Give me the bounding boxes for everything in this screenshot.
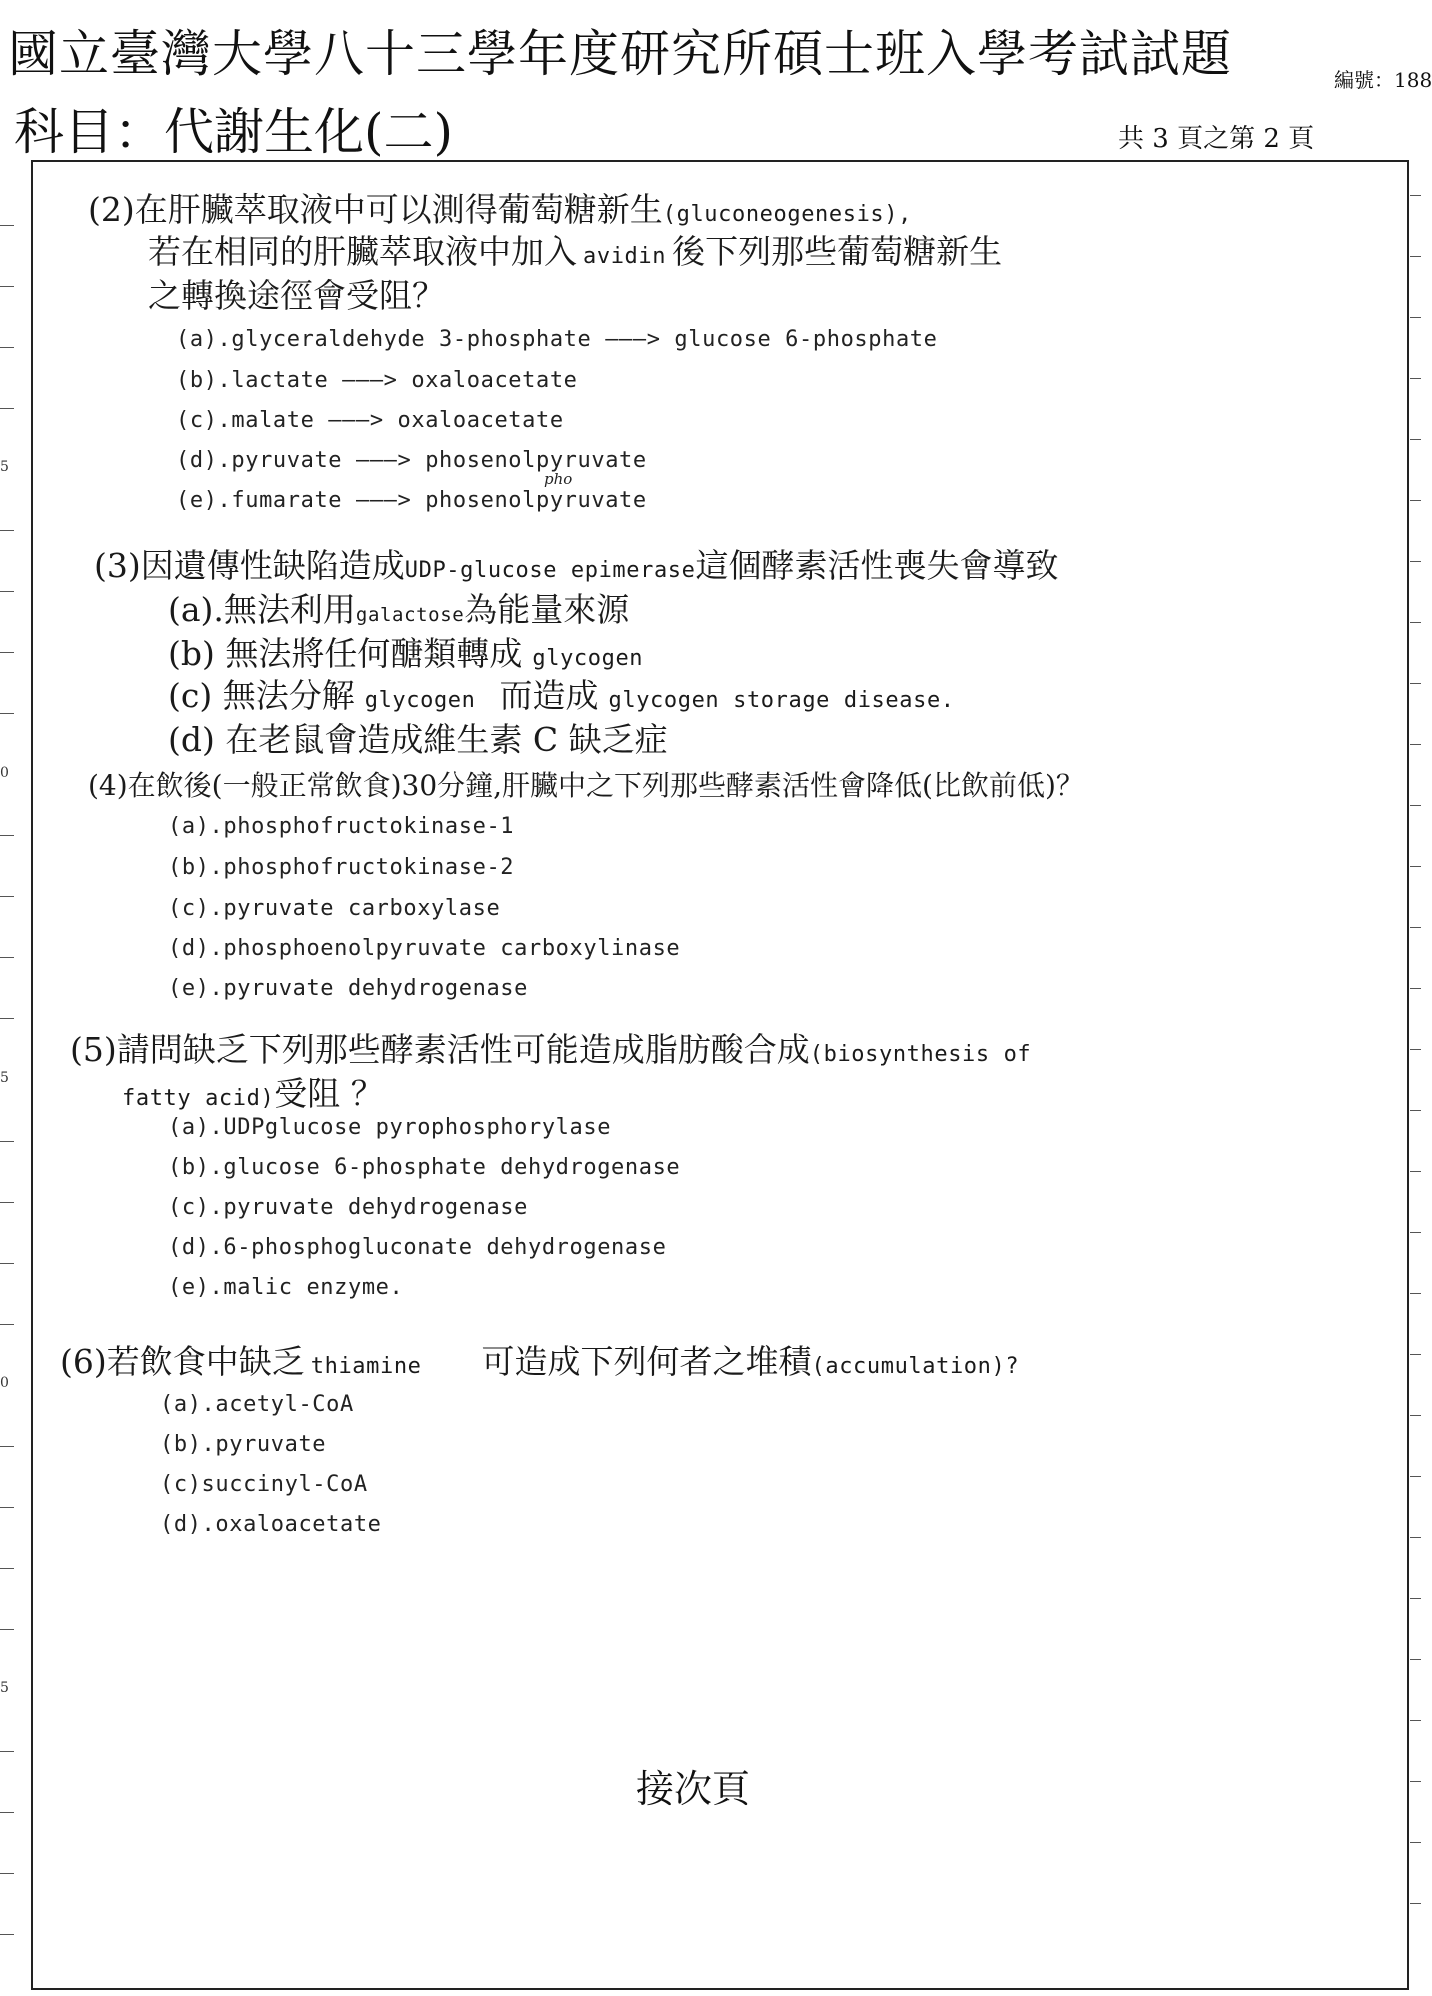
margin-tick (0, 408, 14, 409)
margin-tick (0, 1018, 14, 1019)
question-6-term: (accumulation)? (811, 1354, 1020, 1379)
margin-tick (1410, 317, 1421, 318)
margin-tick (1410, 1354, 1421, 1355)
question-3-option-b (168, 628, 643, 675)
margin-tick (1410, 195, 1421, 196)
question-5-term: fatty acid) (122, 1086, 275, 1111)
question-3-stem-suffix: 這個酵素活性喪失會導致 (695, 546, 1059, 585)
margin-tick (1410, 927, 1421, 928)
margin-tick (0, 957, 14, 958)
margin-tick (1410, 1537, 1421, 1538)
question-4-option-b: (b).phosphofructokinase-2 (168, 855, 515, 880)
margin-tick-number: 5 (0, 459, 9, 475)
option-term: glycogen (364, 688, 476, 713)
question-5-option-c: (c).pyruvate dehydrogenase (168, 1195, 528, 1220)
margin-tick (1410, 500, 1421, 501)
question-3-option-a (168, 584, 629, 631)
margin-tick (0, 347, 14, 348)
question-6-stem-prefix: (6)若飲食中缺乏 (60, 1342, 305, 1381)
question-3-stem (94, 540, 1059, 587)
margin-tick-number: 0 (0, 1375, 9, 1391)
option-term: galactose (355, 604, 465, 626)
option-text: 為能量來源 (464, 590, 630, 629)
margin-tick (0, 1507, 14, 1508)
question-5-stem: (5)請問缺乏下列那些酵素活性可能造成脂肪酸合成 (70, 1030, 810, 1069)
margin-tick (1410, 439, 1421, 440)
question-4-option-a: (a).phosphofructokinase-1 (168, 814, 515, 839)
exam-title: 國立臺灣大學八十三學年度研究所碩士班入學考試試題 (8, 25, 1232, 83)
question-5-option-d: (d).6-phosphogluconate dehydrogenase (168, 1235, 667, 1260)
question-6-stem (60, 1336, 1019, 1383)
subject-title: 科目：代謝生化(二) (14, 103, 454, 161)
margin-tick (0, 286, 14, 287)
margin-tick (0, 652, 14, 653)
question-3-option-c (168, 670, 955, 717)
question-3-option-d: (d) 在老鼠會造成維生素 C 缺乏症 (168, 720, 668, 759)
margin-tick (1410, 866, 1421, 867)
question-6-option-b: (b).pyruvate (160, 1432, 327, 1457)
option-text: (c) 無法分解 (168, 676, 355, 715)
question-6-option-a: (a).acetyl-CoA (160, 1392, 354, 1417)
margin-tick (1410, 1171, 1421, 1172)
question-2-stem: 若在相同的肝臟萃取液中加入 (148, 232, 577, 271)
question-4-option-e: (e).pyruvate dehydrogenase (168, 976, 528, 1001)
page-indicator: 共 3 頁之第 2 頁 (1118, 124, 1315, 154)
question-5-line-2 (122, 1068, 384, 1115)
question-2-option-b: (b).lactate ———> oxaloacetate (176, 368, 578, 393)
margin-tick (1410, 622, 1421, 623)
question-2-stem: (2)在肝臟萃取液中可以測得葡萄糖新生 (88, 190, 663, 229)
question-4-stem: (4)在飲後(一般正常飲食)30分鐘,肝臟中之下列那些酵素活性會降低(比飲前低)？ (88, 769, 1084, 802)
margin-tick (0, 1263, 14, 1264)
margin-tick (0, 1751, 14, 1752)
margin-tick (1410, 1903, 1421, 1904)
question-5-option-e: (e).malic enzyme. (168, 1275, 404, 1300)
option-term: glycogen storage disease. (608, 688, 955, 713)
question-4-option-c: (c).pyruvate carboxylase (168, 896, 501, 921)
question-2-stem: 後下列那些葡萄糖新生 (672, 232, 1003, 271)
question-2-line-1 (88, 184, 912, 231)
margin-tick (1410, 805, 1421, 806)
handwritten-correction: pho (544, 470, 573, 488)
margin-tick-number: 5 (0, 1070, 9, 1086)
margin-tick (1410, 1842, 1421, 1843)
margin-tick (0, 1141, 14, 1142)
margin-tick (0, 591, 14, 592)
question-4-option-d: (d).phosphoenolpyruvate carboxylinase (168, 936, 681, 961)
margin-tick (1410, 683, 1421, 684)
margin-tick (1410, 1293, 1421, 1294)
margin-tick (0, 225, 14, 226)
margin-tick (1410, 1476, 1421, 1477)
question-6-option-d: (d).oxaloacetate (160, 1512, 382, 1537)
question-2-line-2 (148, 226, 1002, 273)
question-2-option-c: (c).malate ———> oxaloacetate (176, 408, 564, 433)
exam-code: 編號：188 (1334, 68, 1432, 92)
margin-tick (0, 1934, 14, 1935)
option-text: (b) 無法將任何醣類轉成 (168, 634, 523, 673)
margin-tick (1410, 1415, 1421, 1416)
margin-tick (1410, 988, 1421, 989)
option-term: glycogen (532, 646, 644, 671)
margin-tick (1410, 1781, 1421, 1782)
question-6-term: thiamine (310, 1354, 422, 1379)
margin-tick (0, 1568, 14, 1569)
option-text: 而造成 (499, 676, 599, 715)
margin-tick (1410, 561, 1421, 562)
question-2-term: avidin (583, 244, 667, 269)
margin-tick (1410, 378, 1421, 379)
question-2-option-a: (a).glyceraldehyde 3-phosphate ———> glucose 6-phosphate (176, 327, 938, 352)
question-2-option-d: (d).pyruvate ———> phosenolpyruvate (176, 448, 647, 473)
question-3-term: UDP-glucose epimerase (404, 558, 696, 583)
margin-tick (0, 713, 14, 714)
margin-tick-number: 5 (0, 1680, 9, 1696)
margin-tick (1410, 1110, 1421, 1111)
margin-tick (0, 1202, 14, 1203)
margin-tick (0, 896, 14, 897)
margin-tick (1410, 1598, 1421, 1599)
margin-tick-number: 0 (0, 765, 9, 781)
option-text: (a).無法利用 (168, 590, 356, 629)
question-5-stem: 受阻 ？ (274, 1074, 384, 1113)
question-6-stem-middle: 可造成下列何者之堆積 (481, 1342, 812, 1381)
margin-tick (0, 530, 14, 531)
continue-next-page: 接次頁 (636, 1767, 751, 1811)
margin-tick (1410, 1232, 1421, 1233)
margin-tick (1410, 1659, 1421, 1660)
question-5-option-a: (a).UDPglucose pyrophosphorylase (168, 1115, 612, 1140)
margin-tick (0, 1324, 14, 1325)
margin-tick (1410, 744, 1421, 745)
question-2-term: (gluconeogenesis), (662, 202, 912, 227)
margin-tick (1410, 1720, 1421, 1721)
question-2-option-e: (e).fumarate ———> phosenolpyruvate (176, 488, 647, 513)
margin-tick (0, 1873, 14, 1874)
margin-tick (1410, 1049, 1421, 1050)
question-3-stem-prefix: (3)因遺傳性缺陷造成 (94, 546, 405, 585)
margin-tick (0, 1446, 14, 1447)
question-5-option-b: (b).glucose 6-phosphate dehydrogenase (168, 1155, 681, 1180)
margin-tick (1410, 256, 1421, 257)
question-2-line-3: 之轉換途徑會受阻？ (148, 276, 445, 315)
question-5-term: (biosynthesis of (809, 1042, 1032, 1067)
margin-tick (0, 835, 14, 836)
margin-tick (0, 1629, 14, 1630)
question-6-option-c: (c)succinyl-CoA (160, 1472, 368, 1497)
margin-tick (0, 1812, 14, 1813)
question-5-line-1 (70, 1024, 1031, 1071)
